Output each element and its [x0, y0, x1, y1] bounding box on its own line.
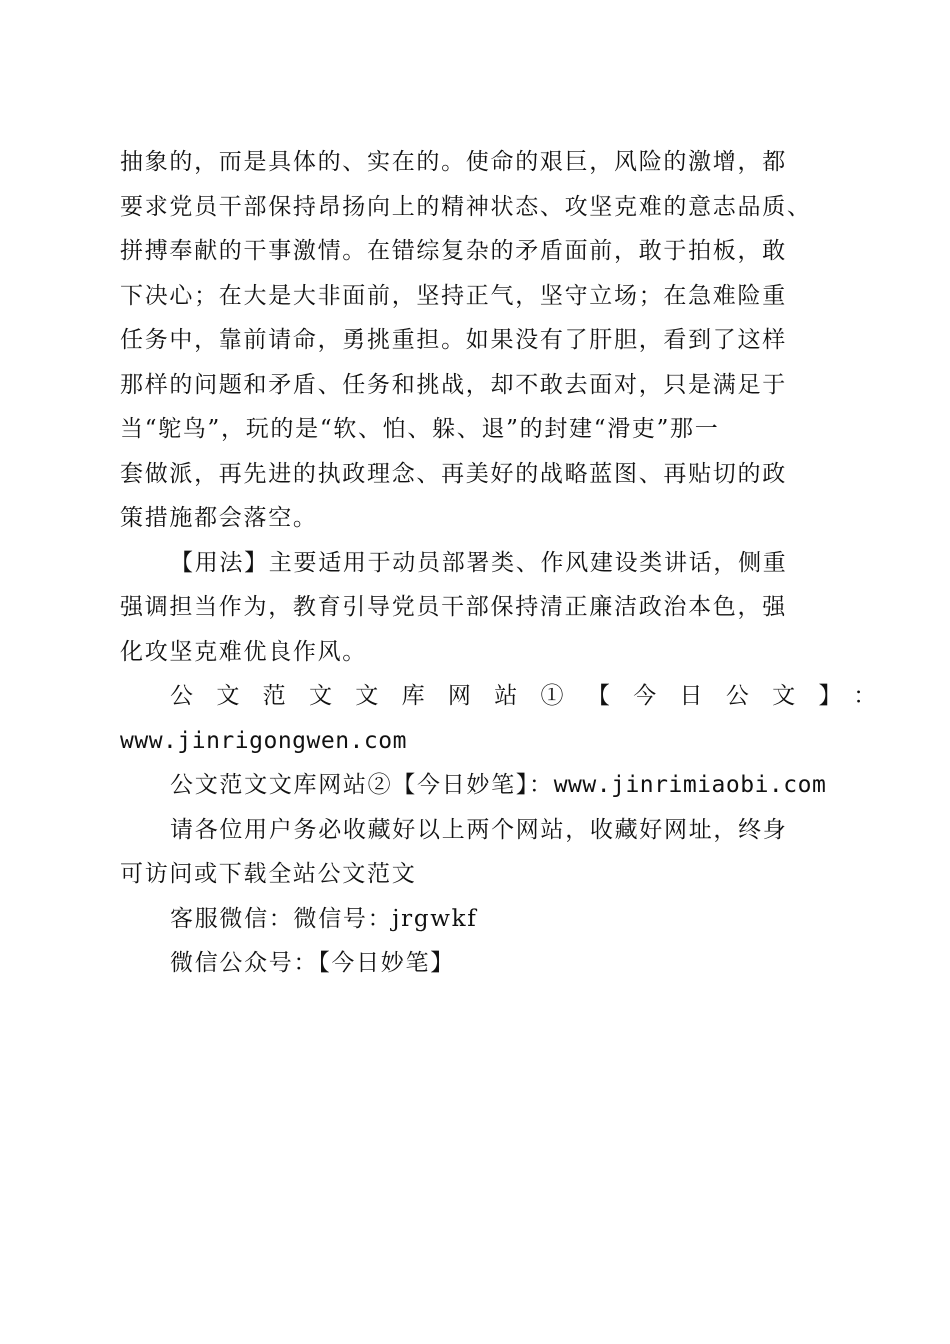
notice-line: 请各位用户务必收藏好以上两个网站，收藏好网址，终身 [170, 816, 788, 843]
wechat-service-paragraph [120, 897, 828, 942]
site1-paragraph [120, 674, 878, 763]
body-paragraph [120, 140, 828, 541]
site2-url[interactable]: www.jinrimiaobi.com [553, 772, 827, 798]
text-line: 抽象的，而是具体的、实在的。使命的艰巨，风险的激增，都 [120, 149, 787, 175]
wechat-public: 微信公众号：【今日妙笔】 [170, 950, 455, 976]
text-line: 【用法】主要适用于动员部署类、作风建设类讲话，侧重 [170, 549, 788, 576]
text-line: 套做派，再先进的执政理念、再美好的战略蓝图、再贴切的政 [120, 460, 787, 487]
site1-label: 公文范文文库网站①【今日公文】： [170, 683, 878, 709]
text-line: 当“鸵鸟”，玩的是“软、怕、躲、退”的封建“滑吏”那一 [120, 416, 720, 442]
notice-line: 可访问或下载全站公文范文 [120, 861, 417, 887]
site2-label: 公文范文文库网站②【今日妙笔】： [170, 772, 554, 798]
site1-url[interactable]: www.jinrigongwen.com [120, 727, 407, 754]
site2-paragraph [120, 763, 828, 808]
wechat-service: 客服微信：微信号：jrgwkf [170, 905, 478, 932]
text-line: 那样的问题和矛盾、任务和挑战，却不敢去面对，只是满足于 [120, 371, 787, 398]
usage-paragraph [120, 541, 828, 675]
text-line: 要求党员干部保持昂扬向上的精神状态、攻坚克难的意志品质、 [120, 193, 812, 220]
notice-paragraph [120, 808, 828, 897]
text-line: 强调担当作为，教育引导党员干部保持清正廉洁政治本色，强 [120, 594, 787, 620]
text-line: 拼搏奉献的干事激情。在错综复杂的矛盾面前，敢于拍板，敢 [120, 238, 787, 264]
text-line: 任务中，靠前请命，勇挑重担。如果没有了肝胆，看到了这样 [120, 327, 787, 353]
text-line: 化攻坚克难优良作风。 [120, 638, 367, 665]
wechat-public-paragraph [120, 941, 828, 986]
text-line: 策措施都会落空。 [120, 505, 318, 531]
site2-line [120, 763, 828, 808]
text-line: 下决心；在大是大非面前，坚持正气，坚守立场；在急难险重 [120, 282, 787, 309]
document-body [120, 140, 878, 986]
